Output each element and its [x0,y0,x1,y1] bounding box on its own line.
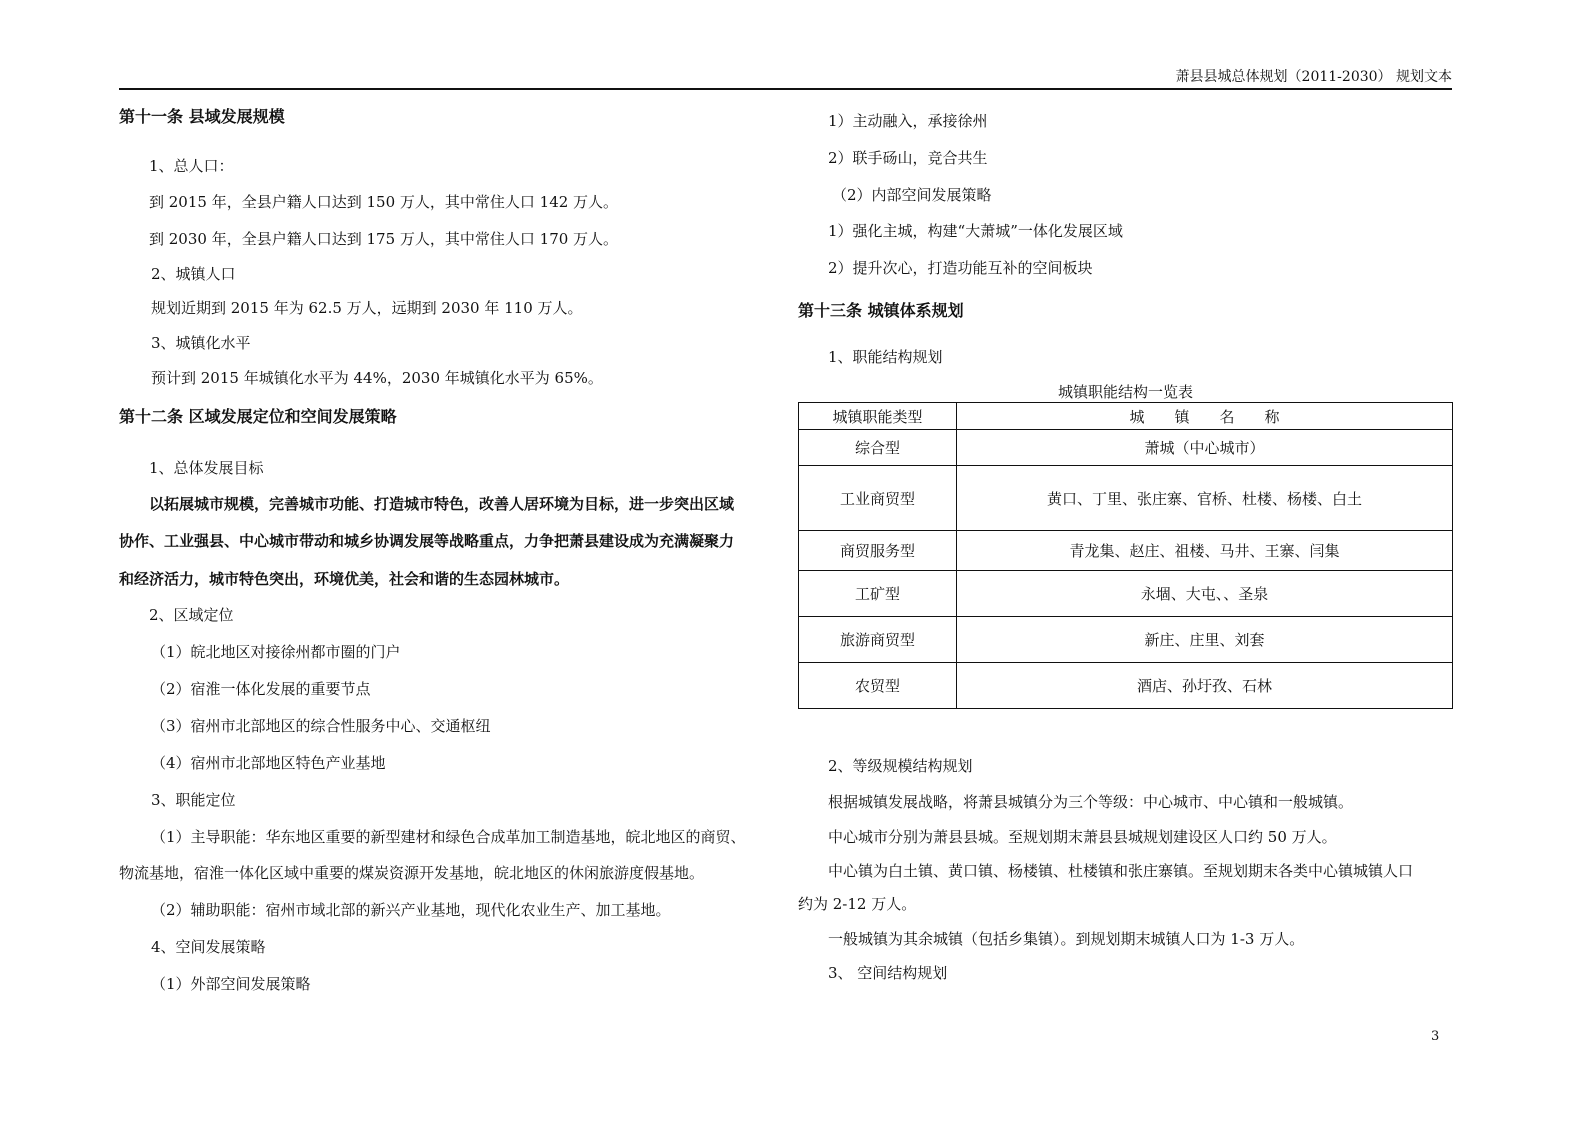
goal-paragraph-line-1: 以拓展城市规模，完善城市功能、打造城市特色，改善人居环境为目标，进一步突出区域 [149,495,735,513]
population-2015-text: 到 2015 年，全县户籍人口达到 150 万人，其中常住人口 142 万人。 [149,193,619,211]
page-header [119,66,1452,90]
article-12-title: 第十二条 区域发展定位和空间发展策略 [119,407,397,426]
table-row [799,663,1453,709]
grade-text-4: 一般城镇为其余城镇（包括乡集镇）。到规划期末城镇人口为 1-3 万人。 [828,930,1305,948]
region-item-3: （3）宿州市北部地区的综合性服务中心、交通枢纽 [151,717,491,735]
table-row [799,571,1453,617]
region-item-2: （2）宿淮一体化发展的重要节点 [151,680,371,698]
spatial-strategy-heading: 4、空间发展策略 [151,938,266,956]
table-cell-names: 酒店、孙圩孜、石林 [957,663,1453,709]
page-number: 3 [1431,1029,1440,1044]
table-cell-type: 工业商贸型 [799,466,957,531]
external-strategy-item-2: 2）联手砀山，竞合共生 [828,149,988,167]
table-row [799,430,1453,466]
region-item-1: （1）皖北地区对接徐州都市圈的门户 [151,643,401,661]
table-cell-type: 综合型 [799,430,957,466]
article-13-title: 第十三条 城镇体系规划 [798,301,964,320]
table-cell-type: 旅游商贸型 [799,617,957,663]
table-cell-names: 永堌、大屯、、圣泉 [957,571,1453,617]
urban-population-heading: 2、城镇人口 [151,265,236,283]
table-row [799,466,1453,531]
town-function-table [798,402,1453,709]
urban-population-text: 规划近期到 2015 年为 62.5 万人，远期到 2030 年 110 万人。 [151,299,583,317]
region-heading: 2、区域定位 [149,606,234,624]
table-cell-type: 工矿型 [799,571,957,617]
grade-text-1: 根据城镇发展战略，将萧县城镇分为三个等级：中心城市、中心镇和一般城镇。 [828,793,1354,811]
function-heading: 3、职能定位 [151,791,236,809]
function-auxiliary: （2）辅助职能：宿州市域北部的新兴产业基地，现代化农业生产、加工基地。 [151,901,671,919]
region-item-4: （4）宿州市北部地区特色产业基地 [151,754,386,772]
function-structure-heading: 1、职能结构规划 [828,348,943,366]
table-cell-names: 青龙集、赵庄、祖楼、马井、王寨、闫集 [957,531,1453,571]
internal-strategy-heading: （2）内部空间发展策略 [832,186,992,204]
internal-strategy-item-1: 1）强化主城，构建“大萧城”一体化发展区域 [828,222,1123,240]
table-row [799,531,1453,571]
internal-strategy-item-2: 2）提升次心，打造功能互补的空间板块 [828,259,1093,277]
total-population-heading: 1、总人口： [149,157,234,175]
population-2030-text: 到 2030 年，全县户籍人口达到 175 万人，其中常住人口 170 万人。 [149,230,619,248]
grade-text-3-line-2: 约为 2-12 万人。 [798,895,917,913]
grade-text-2: 中心城市分别为萧县县城。至规划期末萧县县城规划建设区人口约 50 万人。 [828,828,1337,846]
external-strategy-item-1: 1）主动融入，承接徐州 [828,112,988,130]
table-cell-names: 黄口、丁里、张庄寨、官桥、杜楼、杨楼、白土 [957,466,1453,531]
table-header-names: 城 镇 名 称 [957,403,1453,430]
grade-structure-heading: 2、等级规模结构规划 [828,757,973,775]
table-header-type: 城镇职能类型 [799,403,957,430]
function-main-line-2: 物流基地，宿淮一体化区域中重要的煤炭资源开发基地，皖北地区的休闲旅游度假基地。 [119,864,705,882]
function-main-line-1: （1）主导职能：华东地区重要的新型建材和绿色合成革加工制造基地，皖北地区的商贸、 [151,828,746,846]
table-header-row [799,403,1453,430]
external-strategy-heading: （1）外部空间发展策略 [151,975,311,993]
urbanization-heading: 3、城镇化水平 [151,334,251,352]
table-row [799,617,1453,663]
table-cell-names: 新庄、庄里、刘套 [957,617,1453,663]
goal-heading: 1、总体发展目标 [149,459,264,477]
spatial-structure-heading: 3、 空间结构规划 [828,964,948,982]
goal-paragraph-line-3: 和经济活力，城市特色突出，环境优美，社会和谐的生态园林城市。 [119,570,570,588]
table-cell-names: 萧城（中心城市） [957,430,1453,466]
grade-text-3-line-1: 中心镇为白土镇、黄口镇、杨楼镇、杜楼镇和张庄寨镇。至规划期末各类中心镇城镇人口 [828,862,1414,880]
article-11-title: 第十一条 县域发展规模 [119,107,285,126]
table-caption: 城镇职能结构一览表 [1057,383,1193,401]
table-cell-type: 商贸服务型 [799,531,957,571]
document-title: 萧县县城总体规划（2011-2030） 规划文本 [1175,69,1452,85]
table-cell-type: 农贸型 [799,663,957,709]
goal-paragraph-line-2: 协作、工业强县、中心城市带动和城乡协调发展等战略重点，力争把萧县建设成为充满凝聚力 [119,532,735,550]
urbanization-text: 预计到 2015 年城镇化水平为 44%，2030 年城镇化水平为 65%。 [151,369,603,387]
